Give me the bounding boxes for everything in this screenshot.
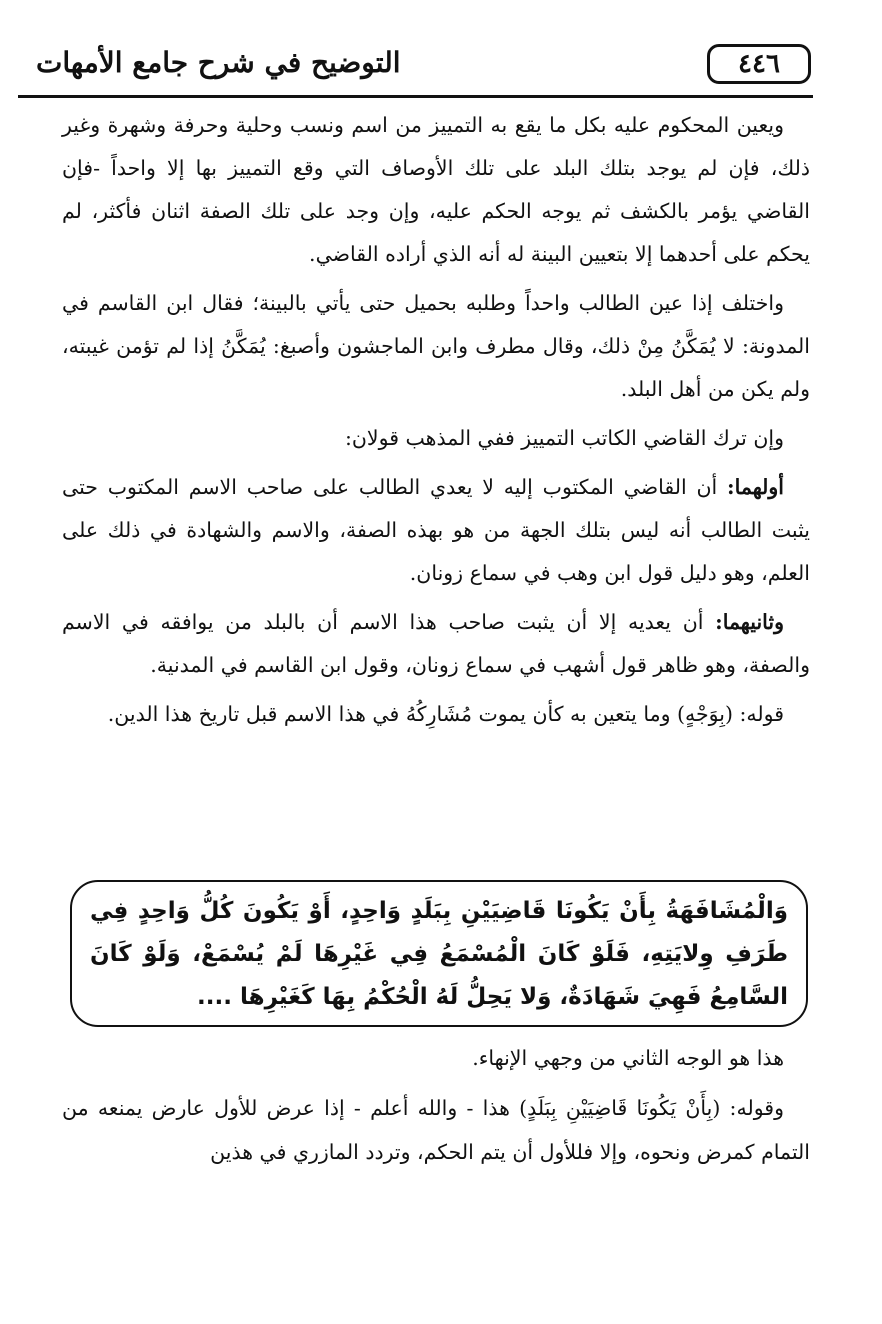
matn-quote-box xyxy=(70,880,808,1027)
paragraph xyxy=(62,1036,810,1080)
paragraph-text: وإن ترك القاضي الكاتب التمييز ففي المذهب قولان: xyxy=(344,426,784,450)
paragraph-text: واختلف إذا عين الطالب واحداً وطلبه بحميل حتى يأتي بالبينة؛ فقال ابن القاسم في المدونة: لا يُمَكَّنُ مِنْ ذلك، وقال مطرف وابن الماجشون وأصبغ: يُمَكَّنُ إذا لم تؤمن غيبته، ولم يكن من أهل البلد. xyxy=(62,291,810,401)
header-divider xyxy=(18,95,813,98)
lower-text xyxy=(62,1036,810,1180)
paragraph-text: وقوله: (بِأَنْ يَكُونَا قَاضِيَيْنِ بِبَلَدٍ) هذا - والله أعلم - إذا عرض للأول عارض يمنعه من التمام كمرض ونحوه، وإلا فللأول أن يتم الحكم، وتردد المازري في هذين xyxy=(62,1096,810,1164)
paragraph xyxy=(62,417,810,460)
paragraph-lead: أولهما: xyxy=(727,475,784,499)
paragraph-lead: وثانيهما: xyxy=(715,610,784,634)
paragraph xyxy=(62,1086,810,1174)
main-text xyxy=(62,104,810,742)
paragraph xyxy=(62,104,810,276)
paragraph-text: ويعين المحكوم عليه بكل ما يقع به التمييز من اسم ونسب وحلية وحرفة وشهرة وغير ذلك، فإن لم يوجد بتلك البلد على تلك الأوصاف التي وقع التمييز بها إلا واحداً -فإن القاضي يؤمر بالكشف ثم يوجه الحكم عليه، وإن وجد على تلك الصفة اثنان فأكثر، لم يحكم على أحدهما إلا بتعيين البينة له أنه الذي أراده القاضي. xyxy=(62,113,810,266)
paragraph xyxy=(62,282,810,411)
paragraph-text: هذا هو الوجه الثاني من وجهي الإنهاء. xyxy=(472,1046,784,1070)
page-number: ٤٤٦ xyxy=(707,44,811,84)
page-header xyxy=(22,38,812,94)
paragraph-text: أن القاضي المكتوب إليه لا يعدي الطالب على صاحب الاسم المكتوب حتى يثبت الطالب أنه ليس بتلك الجهة من هو بهذه الصفة، والاسم والشهادة في ذلك على العلم، وهو دليل قول ابن وهب في سماع زونان. xyxy=(62,475,810,585)
matn-quote-text: وَالْمُشَافَهَةُ بِأَنْ يَكُونَا قَاضِيَيْنِ بِبَلَدٍ وَاحِدٍ، أَوْ يَكُونَ كُلُّ وَاحِدٍ فِي طَرَفِ وِلايَتِهِ، فَلَوْ كَانَ الْمُسْمَعُ فِي غَيْرِهَا لَمْ يُسْمَعْ، وَلَوْ كَانَ السَّامِعُ فَهِيَ شَهَادَةٌ، وَلا يَحِلُّ لَهُ الْحُكْمُ بِهَا كَغَيْرِهَا .... xyxy=(90,898,788,1010)
paragraph-text: أن يعديه إلا أن يثبت صاحب هذا الاسم أن بالبلد من يوافقه في الاسم والصفة، وهو ظاهر قول أشهب في سماع زونان، وقول ابن القاسم في المدنية. xyxy=(62,610,810,677)
paragraph xyxy=(62,466,810,595)
book-title: التوضيح في شرح جامع الأمهات xyxy=(36,46,401,79)
paragraph-text: قوله: (بِوَجْهٍ) وما يتعين به كأن يموت مُشَارِكُهُ في هذا الاسم قبل تاريخ هذا الدين. xyxy=(107,702,784,726)
paragraph xyxy=(62,601,810,687)
paragraph xyxy=(62,693,810,736)
